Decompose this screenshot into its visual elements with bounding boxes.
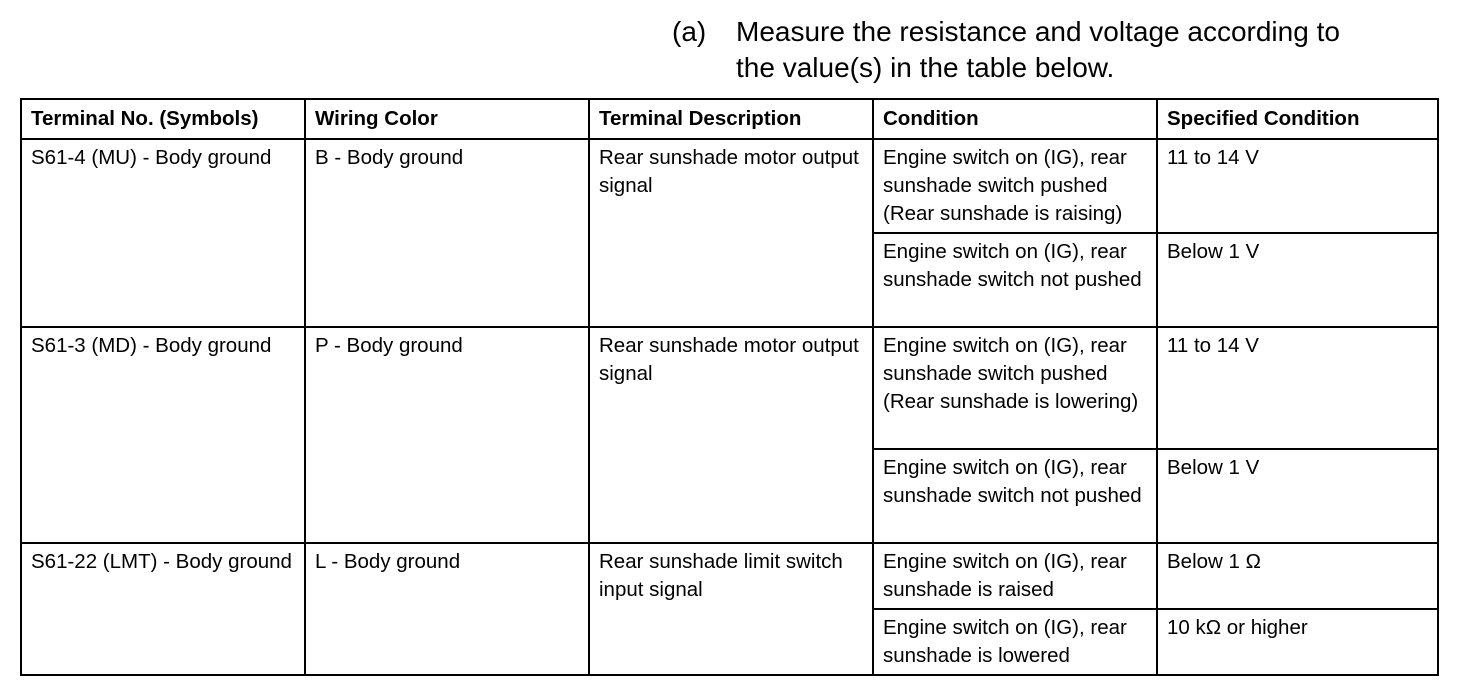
terminal-cell: S61-3 (MD) - Body ground	[21, 327, 305, 543]
terminal-description-cell: Rear sunshade motor output signal	[589, 327, 873, 543]
table-row	[21, 139, 1438, 233]
header-condition: Condition	[873, 99, 1157, 139]
wiring-color-cell: L - Body ground	[305, 543, 589, 675]
table-row	[21, 327, 1438, 449]
condition-cell: Engine switch on (IG), rear sunshade switch pushed (Rear sunshade is lowering)	[873, 327, 1157, 449]
step-text-line-1: Measure the resistance and voltage according to	[736, 16, 1340, 47]
header-terminal-no: Terminal No. (Symbols)	[21, 99, 305, 139]
table-row	[21, 543, 1438, 609]
instruction-step	[672, 14, 1452, 86]
specified-condition-cell: 11 to 14 V	[1157, 327, 1438, 449]
specified-condition-cell: 10 kΩ or higher	[1157, 609, 1438, 675]
wiring-color-cell: P - Body ground	[305, 327, 589, 543]
wiring-color-cell: B - Body ground	[305, 139, 589, 327]
condition-cell: Engine switch on (IG), rear sunshade is raised	[873, 543, 1157, 609]
specified-condition-cell: Below 1 V	[1157, 449, 1438, 543]
step-text-line-2: the value(s) in the table below.	[736, 52, 1115, 83]
terminal-cell: S61-4 (MU) - Body ground	[21, 139, 305, 327]
terminal-spec-table	[20, 98, 1439, 676]
header-terminal-description: Terminal Description	[589, 99, 873, 139]
header-wiring-color: Wiring Color	[305, 99, 589, 139]
condition-cell: Engine switch on (IG), rear sunshade switch pushed (Rear sunshade is raising)	[873, 139, 1157, 233]
terminal-cell: S61-22 (LMT) - Body ground	[21, 543, 305, 675]
condition-cell: Engine switch on (IG), rear sunshade switch not pushed	[873, 449, 1157, 543]
table-header-row	[21, 99, 1438, 139]
specified-condition-cell: 11 to 14 V	[1157, 139, 1438, 233]
specified-condition-cell: Below 1 V	[1157, 233, 1438, 327]
step-marker: (a)	[672, 16, 707, 47]
terminal-description-cell: Rear sunshade motor output signal	[589, 139, 873, 327]
condition-cell: Engine switch on (IG), rear sunshade is lowered	[873, 609, 1157, 675]
step-text	[736, 14, 1452, 86]
condition-cell: Engine switch on (IG), rear sunshade switch not pushed	[873, 233, 1157, 327]
terminal-description-cell: Rear sunshade limit switch input signal	[589, 543, 873, 675]
specified-condition-cell: Below 1 Ω	[1157, 543, 1438, 609]
header-specified-condition: Specified Condition	[1157, 99, 1438, 139]
